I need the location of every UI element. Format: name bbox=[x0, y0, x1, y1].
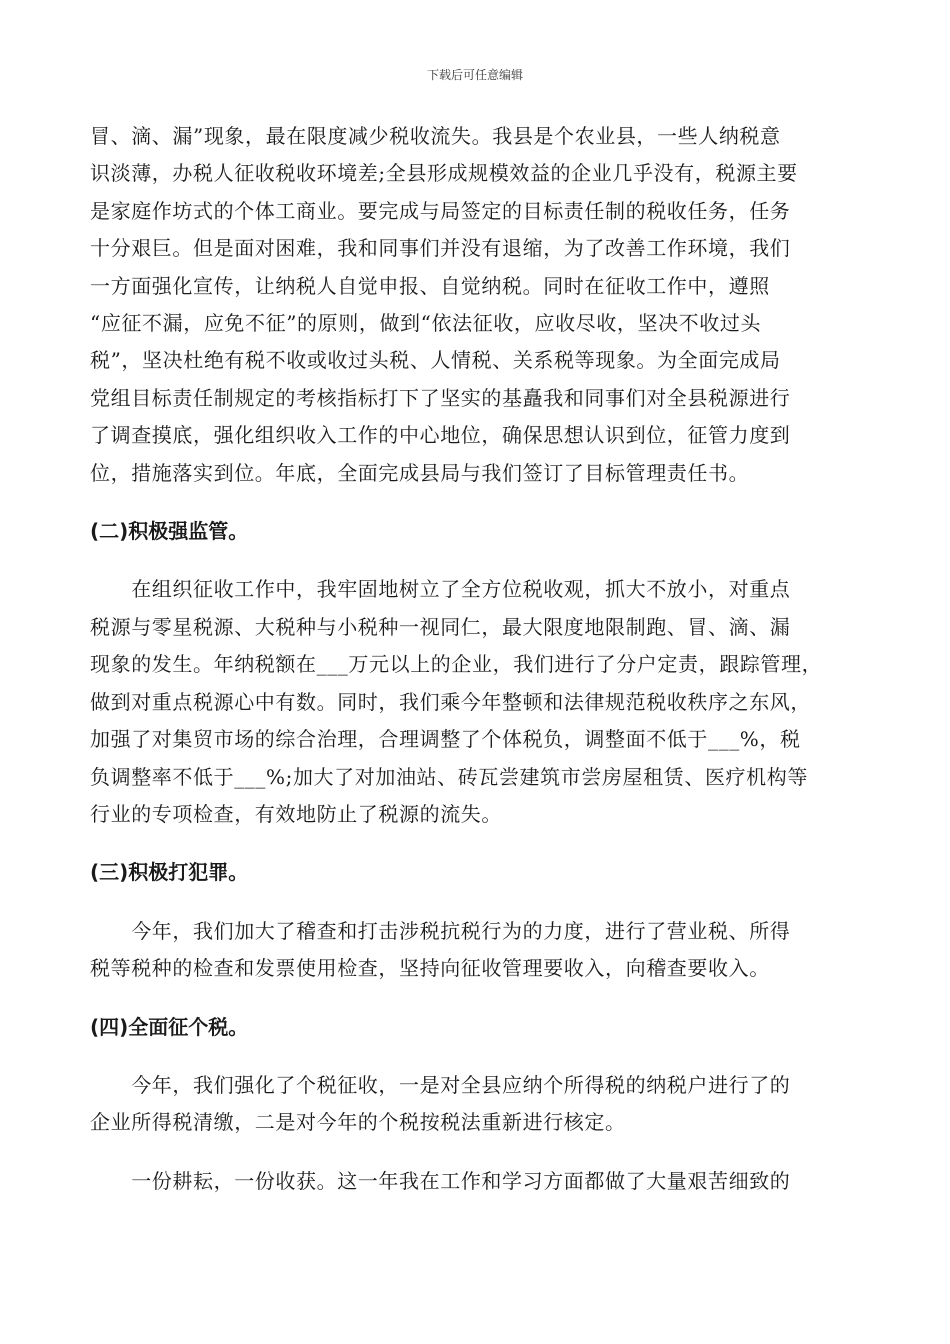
paragraph-line: 今年，我们强化了个税征收，一是对全县应纳个所得税的纳税户进行了的 bbox=[90, 1072, 791, 1097]
paragraph-line: 企业所得税清缴，二是对今年的个税按税法重新进行核定。 bbox=[90, 1110, 626, 1135]
paragraph-2 bbox=[90, 571, 860, 833]
paragraph-5 bbox=[90, 1163, 860, 1200]
paragraph-line: 了调查摸底，强化组织收入工作的中心地位，确保思想认识到位，征管力度到 bbox=[90, 423, 791, 448]
section-heading-4: (四)全面征个税。 bbox=[90, 1014, 249, 1039]
paragraph-line: 在组织征收工作中，我牢固地树立了全方位税收观，抓大不放小，对重点 bbox=[90, 577, 791, 602]
paragraph-1 bbox=[90, 118, 860, 492]
paragraph-4 bbox=[90, 1067, 860, 1142]
paragraph-line: 今年，我们加大了稽查和打击涉税抗税行为的力度，进行了营业税、所得 bbox=[90, 918, 791, 943]
section-heading-3: (三)积极打犯罪。 bbox=[90, 860, 249, 885]
section-heading-2: (二)积极强监管。 bbox=[90, 519, 249, 544]
paragraph-line: 识淡薄，办税人征收税收环境差;全县形成规模效益的企业几乎没有，税源主要 bbox=[90, 161, 798, 186]
paragraph-line: 一份耕耘，一份收获。这一年我在工作和学习方面都做了大量艰苦细致的 bbox=[90, 1168, 791, 1193]
paragraph-line: 冒、滴、漏”现象，最在限度减少税收流失。我县是个农业县，一些人纳税意 bbox=[90, 124, 781, 148]
document-body bbox=[90, 118, 860, 1200]
paragraph-3 bbox=[90, 913, 860, 988]
paragraph-line: 做到对重点税源心中有数。同时，我们乘今年整顿和法律规范税收秩序之东风， bbox=[90, 689, 811, 714]
paragraph-line: 税”，坚决杜绝有税不收或收过头税、人情税、关系税等现象。为全面完成局 bbox=[90, 348, 781, 373]
paragraph-line: 加强了对集贸市场的综合治理，合理调整了个体税负，调整面不低于___%，税 bbox=[90, 727, 801, 752]
page-header: 下载后可任意编辑 bbox=[426, 68, 523, 82]
paragraph-line: 是家庭作坊式的个体工商业。要完成与局签定的目标责任制的税收任务，任务 bbox=[90, 198, 791, 223]
paragraph-line: 税等税种的检查和发票使用检查，坚持向征收管理要收入，向稽查要收入。 bbox=[90, 956, 770, 981]
paragraph-line: 党组目标责任制规定的考核指标打下了坚实的基矗我和同事们对全县税源进行 bbox=[90, 385, 791, 410]
paragraph-line: 负调整率不低于___%;加大了对加油站、砖瓦尝建筑市尝房屋租赁、医疗机构等 bbox=[90, 764, 808, 789]
paragraph-line: 十分艰巨。但是面对困难，我和同事们并没有退缩，为了改善工作环境，我们 bbox=[90, 236, 791, 261]
paragraph-line: 一方面强化宣传，让纳税人自觉申报、自觉纳税。同时在征收工作中，遵照 bbox=[90, 273, 770, 298]
paragraph-line: 现象的发生。年纳税额在___万元以上的企业，我们进行了分户定责，跟踪管理， bbox=[90, 652, 823, 677]
paragraph-line: 位，措施落实到位。年底，全面完成县局与我们签订了目标管理责任书。 bbox=[90, 460, 750, 485]
paragraph-line: 行业的专项检查，有效地防止了税源的流失。 bbox=[90, 801, 502, 826]
paragraph-line: “应征不漏，应免不征”的原则，做到“依法征收，应收尽收，坚决不收过头 bbox=[90, 311, 762, 336]
paragraph-line: 税源与零星税源、大税种与小税种一视同仁，最大限度地限制跑、冒、滴、漏 bbox=[90, 614, 791, 639]
